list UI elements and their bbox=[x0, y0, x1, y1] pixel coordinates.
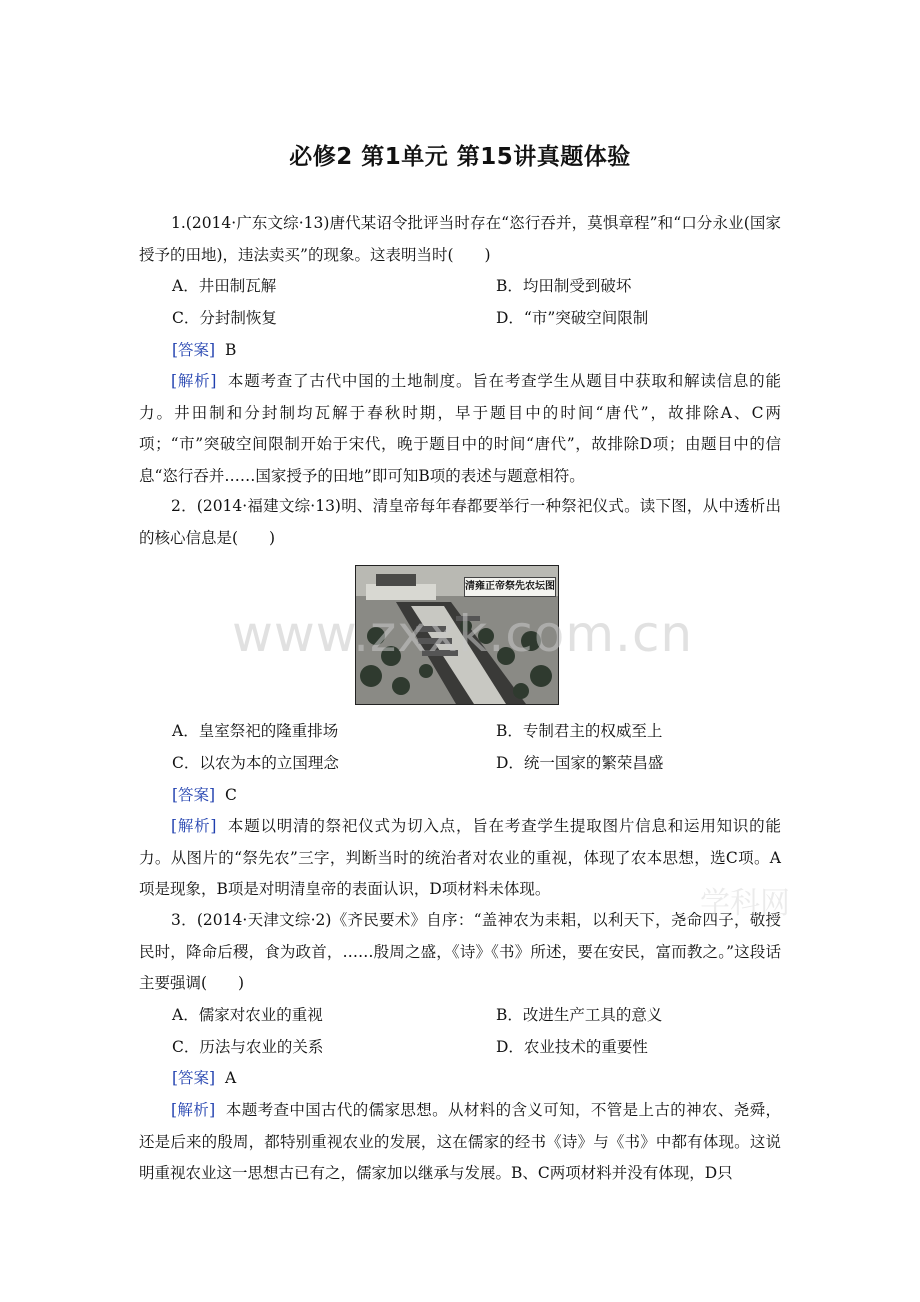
q1-option-b: B．均田制受到破坏 bbox=[496, 277, 632, 295]
q1-option-a: A．井田制瓦解 bbox=[172, 277, 277, 295]
page-title: 必修2 第1单元 第15讲真题体验 bbox=[289, 144, 631, 170]
q3-option-b: B．改进生产工具的意义 bbox=[496, 1006, 663, 1024]
q1-answer-value: B bbox=[224, 341, 237, 359]
q1-analysis-text: 本题考查了古代中国的土地制度。旨在考查学生从题目中获取和解读信息的能力。井田制和分封制均瓦解于春秋时期，早于题目中的时间“唐代”，故排除A、C两项；“市”突破空间限制开始于宋代，晚于题目中的时间“唐代”，故排除D项；由题目中的信息“恣行吞并……国家授予的田地”即可知B项的表述与题意相符。 bbox=[139, 372, 781, 485]
q3-option-d: D．农业技术的重要性 bbox=[496, 1038, 648, 1056]
q1-analysis bbox=[139, 366, 781, 492]
q2-options-row-2 bbox=[172, 751, 772, 775]
q2-option-c: C．以农为本的立国理念 bbox=[172, 754, 339, 772]
q2-answer bbox=[172, 783, 237, 805]
q2-stem: 2．(2014·福建文综·13)明、清皇帝每年春都要举行一种祭祀仪式。读下图，从中透析出的核心信息是( ) bbox=[139, 497, 781, 547]
q3-answer bbox=[172, 1066, 236, 1088]
q2-analysis-tag: [解析] bbox=[171, 817, 217, 835]
q1-answer bbox=[172, 338, 236, 360]
watermark-logo: 学科网 bbox=[700, 886, 790, 921]
q1-options-row-2 bbox=[172, 306, 772, 330]
q1-options-row-1 bbox=[172, 274, 772, 298]
watermark: www.zxxk.com.cn bbox=[232, 605, 694, 663]
q3-option-c: C．历法与农业的关系 bbox=[172, 1038, 324, 1056]
q2-option-a: A．皇室祭祀的隆重排场 bbox=[172, 722, 339, 740]
q1-answer-tag: [答案] bbox=[172, 341, 216, 359]
q2-option-b: B．专制君主的权威至上 bbox=[496, 722, 663, 740]
q2-analysis-text: 本题以明清的祭祀仪式为切入点，旨在考查学生提取图片信息和运用知识的能力。从图片的“祭先农”三字，判断当时的统治者对农业的重视，体现了农本思想，选C项。A项是现象，B项是对明清皇帝的表面认识，D项材料未体现。 bbox=[139, 817, 781, 898]
q3-answer-value: A bbox=[224, 1069, 237, 1087]
q3-option-a: A．儒家对农业的重视 bbox=[172, 1006, 323, 1024]
q1-option-d: D．“市”突破空间限制 bbox=[496, 309, 649, 327]
q3-stem: 3．(2014·天津文综·2)《齐民要术》自序：“盖神农为耒耜，以利天下，尧命四子，敬授民时，降命后稷，食为政首，……殷周之盛，《诗》《书》所述，要在安民，富而教之。”这段话主要强调( ) bbox=[139, 911, 781, 992]
q3-options-row-2 bbox=[172, 1035, 772, 1059]
q2-option-d: D．统一国家的繁荣昌盛 bbox=[496, 754, 664, 772]
q2-answer-tag: [答案] bbox=[172, 786, 216, 804]
q3-analysis-tag: [解析] bbox=[171, 1101, 216, 1119]
q1-option-c: C．分封制恢复 bbox=[172, 309, 277, 327]
q2-options-row-1 bbox=[172, 719, 772, 743]
illustration-caption: 清雍正帝祭先农坛图 bbox=[464, 577, 556, 597]
q1-analysis-tag: [解析] bbox=[171, 372, 217, 390]
q3-analysis-text: 本题考查中国古代的儒家思想。从材料的含义可知，不管是上古的神农、尧舜，还是后来的殷周，都特别重视农业的发展，这在儒家的经书《诗》与《书》中都有体现。这说明重视农业这一思想古已有之，儒家加以继承与发展。B、C两项材料并没有体现，D只 bbox=[139, 1101, 781, 1182]
q2-analysis bbox=[139, 811, 781, 906]
q1-stem: 1.(2014·广东文综·13)唐代某诏令批评当时存在“恣行吞并，莫惧章程”和“口分永业(国家授予的田地)，违法卖买”的现象。这表明当时( ) bbox=[139, 214, 781, 264]
q3-analysis bbox=[139, 1095, 781, 1190]
q3-answer-tag: [答案] bbox=[172, 1069, 216, 1087]
q3-options-row-1 bbox=[172, 1003, 772, 1027]
q2-answer-value: C bbox=[224, 786, 237, 804]
